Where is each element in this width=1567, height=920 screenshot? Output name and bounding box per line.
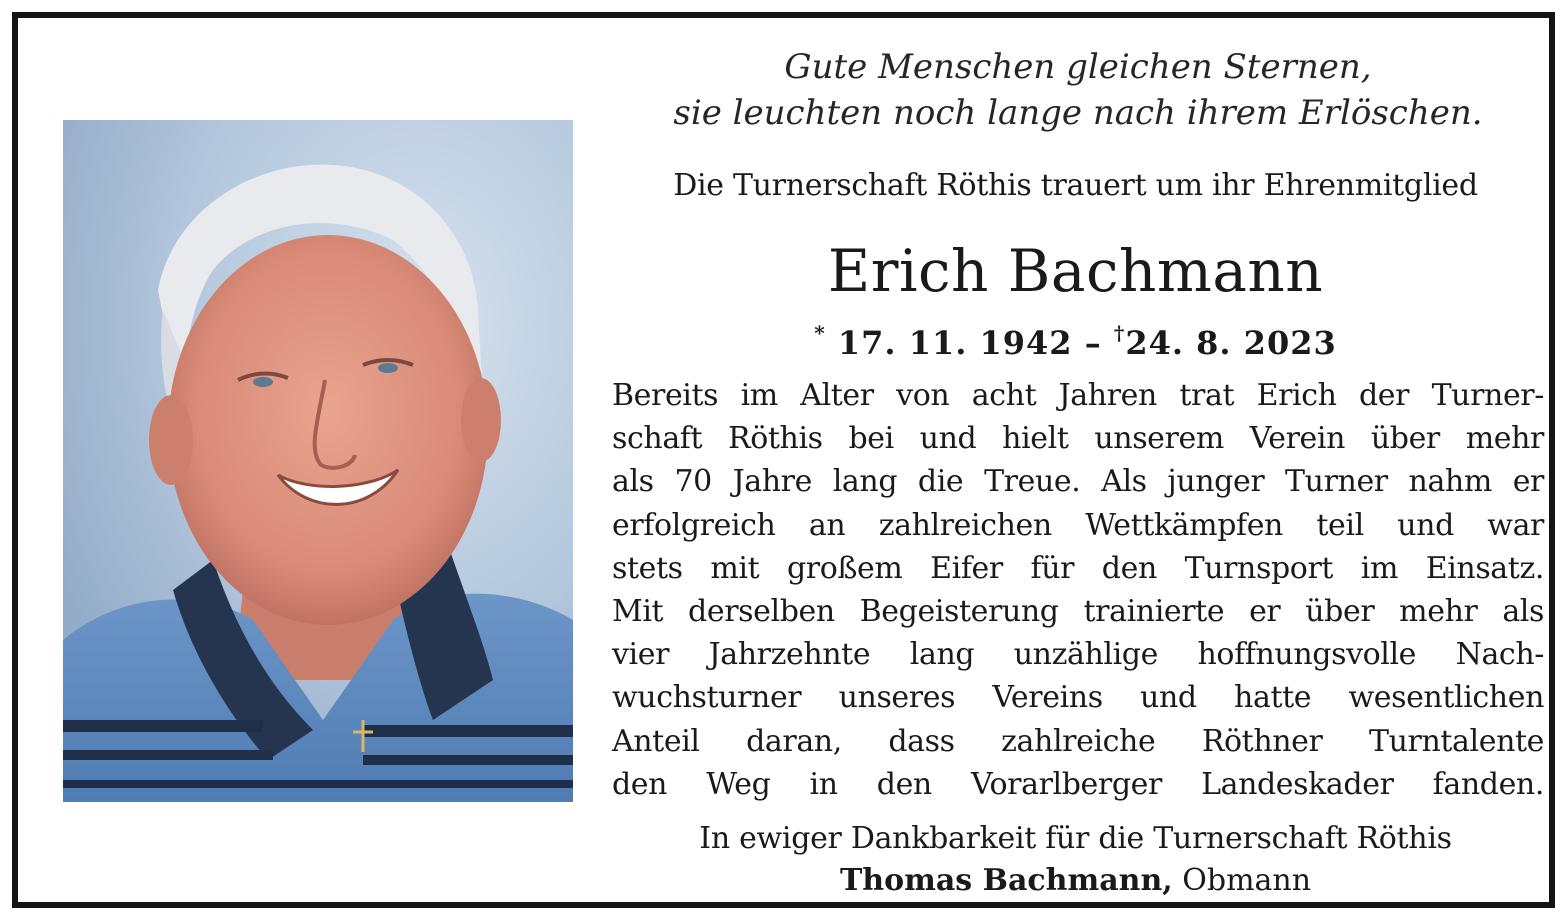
- tribute-line: den Weg in den Vorarlberger Landeskader fanden.: [612, 766, 1544, 802]
- tribute-line: erfolgreich an zahlreichen Wettkämpfen teil und war: [612, 507, 1544, 543]
- birth-symbol: *: [814, 321, 826, 345]
- quote-line-2: sie leuchten noch lange nach ihrem Erlöschen.: [673, 93, 1483, 133]
- obituary-frame: [12, 12, 1555, 908]
- tribute-line: stets mit großem Eifer für den Turnsport im Einsatz.: [612, 550, 1544, 586]
- date-separator: –: [1084, 324, 1102, 362]
- tribute-text: [612, 374, 1544, 806]
- deceased-name: Erich Bachmann: [827, 237, 1324, 305]
- memorial-quote: [608, 44, 1548, 136]
- closing-line: In ewiger Dankbarkeit für die Turnerschaft Röthis: [699, 821, 1452, 856]
- death-date: 24. 8. 2023: [1125, 324, 1337, 362]
- signature: [598, 860, 1553, 902]
- tribute-line: wuchsturner unseres Vereins und hatte wesentlichen: [612, 680, 1544, 716]
- mourning-intro: Die Turnerschaft Röthis trauert um ihr Ehrenmitglied: [673, 168, 1478, 203]
- signature-name: Thomas Bachmann,: [839, 863, 1173, 898]
- tribute-line: vier Jahrzehnte lang unzählige hoffnungsvolle Nach-: [612, 637, 1544, 673]
- signature-role: Obmann: [1182, 863, 1312, 898]
- birth-date: 17. 11. 1942: [837, 324, 1073, 362]
- quote-line-1: Gute Menschen gleichen Sternen,: [784, 47, 1372, 87]
- portrait-photo: [63, 120, 573, 802]
- life-dates: [598, 312, 1553, 364]
- tribute-line: Anteil daran, dass zahlreiche Röthner Turntalente: [612, 723, 1544, 759]
- tribute-line: Bereits im Alter von acht Jahren trat Erich der Turner-: [612, 378, 1544, 413]
- tribute-line: schaft Röthis bei und hielt unserem Verein über mehr: [612, 421, 1544, 457]
- tribute-line: als 70 Jahre lang die Treue. Als junger Turner nahm er: [612, 464, 1544, 500]
- tribute-line: Mit derselben Begeisterung trainierte er über mehr als: [612, 594, 1544, 630]
- death-symbol: †: [1113, 321, 1126, 345]
